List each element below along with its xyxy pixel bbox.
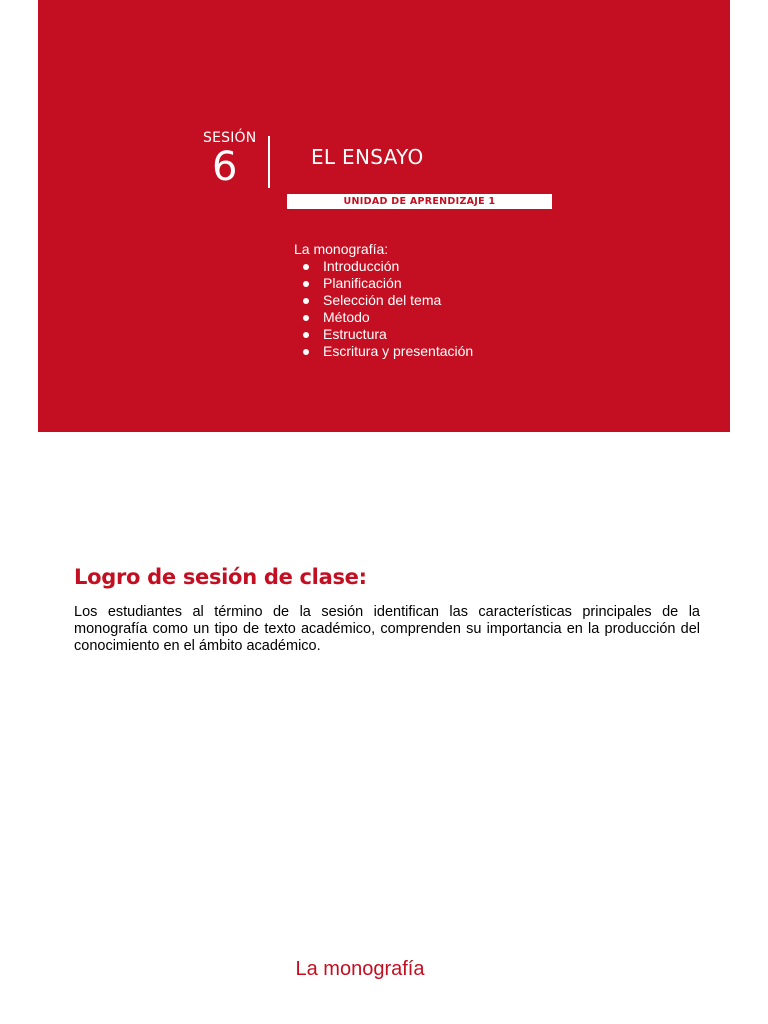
bullet-icon [303,281,309,287]
bullet-icon [303,332,309,338]
topic-label: Planificación [323,275,402,291]
topic-item [294,343,473,360]
cover-banner [38,0,730,432]
topic-item [294,275,473,292]
topic-label: Introducción [323,258,400,274]
bullet-icon [303,298,309,304]
topic-label: Estructura [323,326,387,342]
bullet-icon [303,264,309,270]
logro-paragraph: Los estudiantes al término de la sesión identifican las características principales de la monografía como un tipo de texto académico, comprenden su importancia en la producción del conocimiento en el ámbito académico. [74,604,700,654]
bullet-icon [303,315,309,321]
logro-heading: Logro de sesión de clase: [74,565,367,589]
topic-item [294,326,473,343]
section-title: La monografía [295,958,425,980]
session-label: SESIÓN [203,130,257,146]
bullet-icon [303,349,309,355]
session-title: EL ENSAYO [311,145,424,169]
unit-label: UNIDAD DE APRENDIZAJE 1 [287,194,552,209]
topic-item [294,258,473,275]
topic-label: Escritura y presentación [323,343,474,359]
topic-item [294,309,473,326]
topic-item [294,292,473,309]
topic-label: Método [323,309,370,325]
topic-label: Selección del tema [323,292,442,308]
session-number: 6 [212,144,238,190]
topics-list [294,241,473,360]
title-divider [268,136,270,188]
topics-heading: La monografía: [294,241,389,257]
